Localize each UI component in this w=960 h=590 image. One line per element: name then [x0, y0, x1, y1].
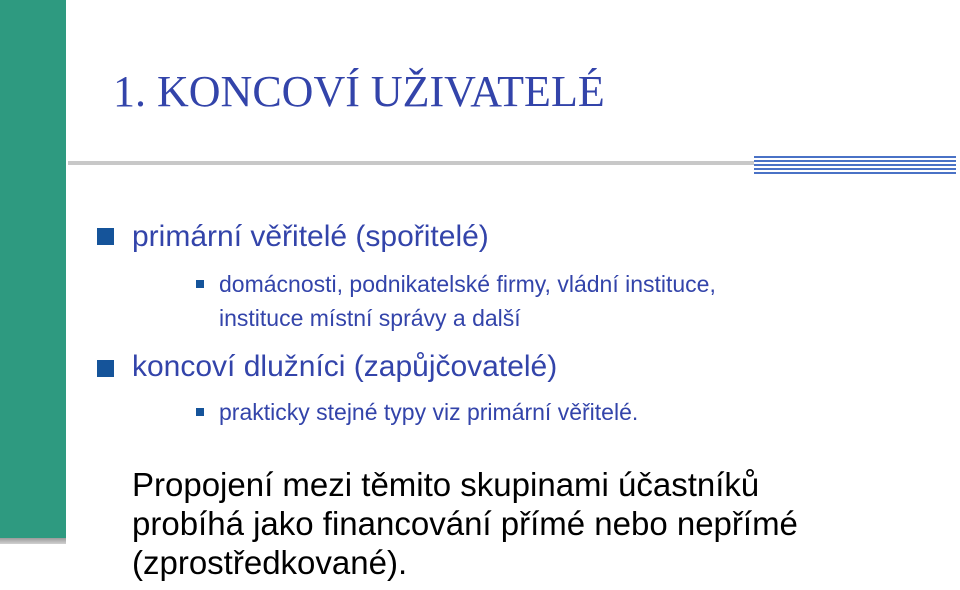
title-divider — [68, 161, 754, 165]
paragraph-line: Propojení mezi těmito skupinami účastníků — [132, 466, 760, 503]
summary-paragraph — [132, 465, 798, 582]
bullet-item-primary-creditors: primární věřitelé (spořitelé) — [132, 220, 489, 253]
sub-bullet-square-icon — [196, 408, 204, 416]
sub-bullet-square-icon — [196, 280, 204, 288]
title-divider-accent — [754, 156, 956, 176]
side-bar-shadow — [0, 538, 66, 544]
side-accent-bar — [0, 0, 66, 538]
slide-title: 1. KONCOVÍ UŽIVATELÉ — [113, 67, 605, 116]
sub-item-line: domácnosti, podnikatelské firmy, vládní instituce, — [219, 271, 716, 297]
sub-item-line: instituce místní správy a další — [219, 305, 521, 331]
bullet-square-icon — [97, 228, 114, 245]
sub-item-line: prakticky stejné typy viz primární věřitelé. — [219, 399, 639, 425]
bullet-item-end-borrowers: koncoví dlužníci (zapůjčovatelé) — [132, 350, 558, 383]
paragraph-line: probíhá jako financování přímé nebo nepřímé — [132, 505, 798, 542]
bullet-square-icon — [97, 360, 114, 377]
paragraph-line: (zprostředkované). — [132, 544, 408, 581]
